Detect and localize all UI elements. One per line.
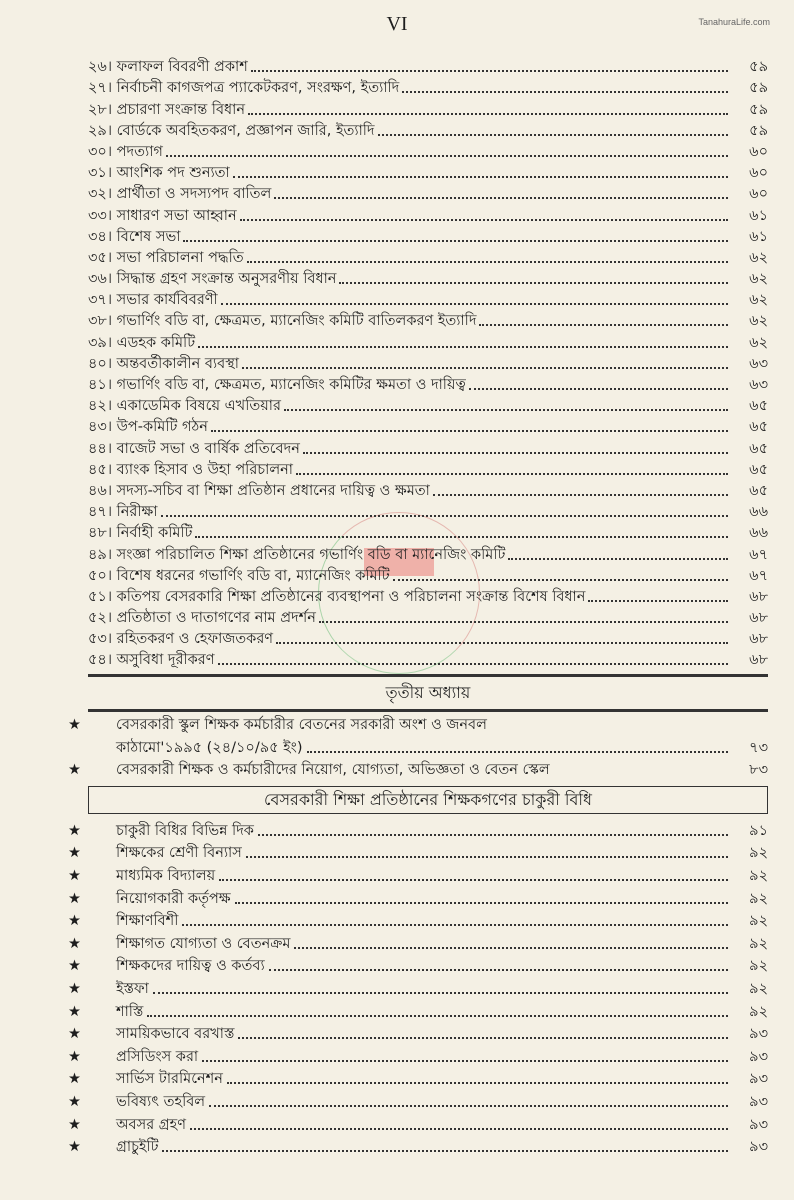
entry-label: ৫৪। অসুবিধা দূরীকরণ [88, 652, 215, 669]
dot-leader [190, 1128, 728, 1130]
service-rule-item [68, 976, 768, 999]
toc-entry [68, 459, 768, 480]
entry-label: ৩১। আংশিক পদ শুন্যতা [88, 165, 230, 182]
dot-leader [251, 70, 728, 72]
dot-leader [269, 969, 728, 971]
toc-entry [68, 141, 768, 162]
watermark-text: TanahuraLife.com [698, 17, 770, 27]
item-page: ৯২ [749, 845, 768, 862]
entry-label: ৫১। কতিপয় বেসরকারি শিক্ষা প্রতিষ্ঠানের ব্যবস্থাপনা ও পরিচালনা সংক্রান্ত বিশেষ বিধান [88, 588, 586, 605]
item-page: ৯৩ [749, 1071, 768, 1088]
chapter-title: তৃতীয় অধ্যায় [385, 683, 471, 703]
dot-leader [240, 219, 728, 221]
dot-leader [166, 155, 728, 157]
item-label: নিয়োগকারী কর্তৃপক্ষ [116, 890, 231, 907]
toc-entry [68, 247, 768, 268]
dot-leader [209, 1105, 728, 1107]
dot-leader [296, 473, 728, 475]
dot-leader [211, 430, 728, 432]
entry-label: ৩৩। সাধারণ সভা আহ্বান [88, 207, 237, 224]
toc-entry [68, 395, 768, 416]
star-icon: ★ [68, 1071, 81, 1088]
item-page: ৭৩ [749, 739, 768, 756]
item-label: ইস্তফা [116, 980, 149, 997]
entry-label: ২৬। ফলাফল বিবরণী প্রকাশ [88, 59, 248, 76]
entry-page: ৬২ [749, 292, 768, 309]
entry-label: ৪৬। সদস্য-সচিব বা শিক্ষা প্রতিষ্ঠান প্রধানের দায়িত্ব ও ক্ষমতা [88, 482, 430, 499]
dot-leader [233, 176, 728, 178]
toc-entry [68, 607, 768, 628]
service-rule-item [68, 1022, 768, 1045]
service-rule-item [68, 818, 768, 841]
toc-entry [68, 77, 768, 98]
service-rule-item [68, 954, 768, 977]
star-icon: ★ [68, 868, 81, 884]
entry-label: ৪৭। নিরীক্ষা [88, 504, 158, 521]
toc-entry [68, 162, 768, 183]
dot-leader [147, 1015, 728, 1017]
entry-label: ৪৪। বাজেট সভা ও বার্ষিক প্রতিবেদন [88, 440, 300, 457]
item-label: শিক্ষকের শ্রেণী বিন্যাস [116, 845, 242, 862]
entry-label: ৪১। গভার্ণিং বডি বা, ক্ষেত্রমত, ম্যানেজিং কমিটির ক্ষমতা ও দায়িত্ব [88, 377, 466, 393]
entry-page: ৬৫ [749, 419, 768, 436]
toc-entry [68, 565, 768, 586]
toc-entry [68, 353, 768, 374]
dot-leader [248, 113, 728, 115]
entry-page: ৬২ [749, 249, 768, 266]
dot-leader [303, 452, 728, 454]
service-rule-item [68, 863, 768, 886]
star-icon: ★ [68, 822, 81, 839]
item-label: শিক্ষাণবিশী [116, 913, 179, 930]
dot-leader [378, 134, 728, 136]
entry-page: ৬৮ [749, 652, 768, 669]
service-rule-item [68, 1112, 768, 1135]
toc-entry [68, 226, 768, 247]
entry-page: ৬৫ [749, 461, 768, 478]
entry-page: ৬১ [749, 228, 768, 245]
entry-page: ৬৫ [749, 398, 768, 415]
page-number: VI [386, 13, 408, 35]
entry-label: ৪৮। নির্বাহী কমিটি [88, 525, 193, 542]
entry-page: ৬৬ [749, 504, 768, 521]
entry-page: ৬২ [749, 334, 768, 351]
chapter-item [68, 758, 768, 781]
entry-label: ৩৪। বিশেষ সভা [88, 228, 181, 245]
entry-page: ৬০ [749, 143, 768, 160]
entry-page: ৬১ [749, 207, 768, 224]
star-icon: ★ [68, 1003, 81, 1020]
dot-leader [508, 558, 728, 560]
dot-leader [588, 600, 728, 602]
dot-leader [235, 902, 728, 904]
entry-page: ৬৫ [749, 440, 768, 457]
entry-page: ৬০ [749, 165, 768, 182]
item-label: শাস্তি [116, 1003, 144, 1020]
item-label: কাঠামো'১৯৯৫ (২৪/১০/৯৫ ইং) [116, 739, 303, 756]
entry-label: ৫২। প্রতিষ্ঠাতা ও দাতাগণের নাম প্রদর্শন [88, 610, 316, 627]
item-page: ৯২ [749, 890, 768, 907]
toc-entry [68, 204, 768, 225]
service-rule-item [68, 1089, 768, 1112]
item-label: সাময়িকভাবে বরখাস্ত [116, 1026, 235, 1043]
dot-leader [219, 879, 728, 881]
star-icon: ★ [68, 1139, 81, 1156]
entry-label: ৩৬। সিদ্ধান্ত গ্রহণ সংক্রান্ত অনুসরণীয় বিধান [88, 271, 337, 288]
toc-entry [68, 374, 768, 395]
entry-page: ৫৯ [749, 80, 768, 97]
dot-leader [182, 924, 728, 926]
item-label: চাকুরী বিধির বিভিন্ন দিক [116, 822, 254, 839]
entry-label: ৪০। অন্তবর্তীকালীন ব্যবস্থা [88, 355, 239, 372]
dot-leader [469, 388, 728, 390]
entry-page: ৬৮ [749, 631, 768, 648]
entry-page: ৫৯ [749, 59, 768, 76]
dot-leader [198, 346, 728, 348]
service-rule-item [68, 1067, 768, 1090]
entry-label: ৩৮। গভার্ণিং বডি বা, ক্ষেত্রমত, ম্যানেজিং কমিটি বাতিলকরণ ইত্যাদি [88, 313, 477, 330]
dot-leader [294, 947, 728, 949]
dot-leader [307, 751, 728, 753]
item-label: মাধ্যমিক বিদ্যালয় [116, 868, 216, 884]
toc-entry [68, 289, 768, 310]
item-label: প্রসিডিংস করা [116, 1048, 199, 1065]
toc-entry [68, 98, 768, 119]
entry-label: ৪৯। সংজ্ঞা পরিচালিত শিক্ষা প্রতিষ্ঠানের গভার্ণিং বডি বা ম্যানেজিং কমিটি [88, 546, 506, 563]
chapter-item [68, 712, 768, 735]
item-page: ৯৩ [749, 1093, 768, 1110]
service-rule-item [68, 1044, 768, 1067]
dot-leader [284, 409, 728, 411]
toc-entry [68, 183, 768, 204]
service-rule-item [68, 841, 768, 864]
entry-label: ৩২। প্রার্থীতা ও সদস্যপদ বাতিল [88, 186, 272, 203]
toc-entry [68, 480, 768, 501]
toc-entry [68, 268, 768, 289]
star-icon: ★ [68, 717, 81, 734]
item-label: ভবিষ্যৎ তহবিল [116, 1093, 206, 1110]
toc-entry [68, 416, 768, 437]
entry-label: ২৭। নির্বাচনী কাগজপত্র প্যাকেটকরণ, সংরক্ষণ, ইত্যাদি [88, 80, 400, 97]
item-page: ৯২ [749, 958, 768, 975]
dot-leader [247, 261, 728, 263]
item-label: অবসর গ্রহণ [116, 1116, 187, 1133]
star-icon: ★ [68, 1048, 81, 1065]
dot-leader [242, 367, 728, 369]
item-label: শিক্ষাগত যোগ্যতা ও বেতনক্রম [116, 935, 291, 952]
entry-label: ২৯। বোর্ডকে অবহিতকরণ, প্রজ্ঞাপন জারি, ইত্যাদি [88, 122, 375, 139]
item-page: ৯২ [749, 935, 768, 952]
toc-entry [68, 56, 768, 77]
dot-leader [402, 91, 728, 93]
entry-label: ৩৯। এডহক কমিটি [88, 334, 196, 351]
service-rule-item [68, 1135, 768, 1158]
star-icon: ★ [68, 913, 81, 930]
dot-leader [162, 1150, 728, 1152]
entry-page: ৬২ [749, 271, 768, 288]
dot-leader [479, 324, 728, 326]
star-icon: ★ [68, 1026, 81, 1043]
entry-page: ৫৯ [749, 101, 768, 118]
star-icon: ★ [68, 1116, 81, 1133]
dot-leader [258, 834, 728, 836]
item-page: ৯৩ [749, 1139, 768, 1156]
star-icon: ★ [68, 980, 81, 997]
entry-page: ৫৯ [749, 122, 768, 139]
entry-label: ৩৫। সভা পরিচালনা পদ্ধতি [88, 249, 244, 266]
toc-entry [68, 501, 768, 522]
item-page: ৯২ [749, 1003, 768, 1020]
dot-leader [183, 240, 728, 242]
dot-leader [339, 282, 728, 284]
service-rules-list [68, 818, 768, 1157]
dot-leader [221, 303, 728, 305]
entry-label: ৪২। একাডেমিক বিষয়ে এখতিয়ার [88, 398, 281, 415]
toc-entry [68, 310, 768, 331]
page-content [68, 56, 768, 1157]
dot-leader [227, 1082, 728, 1084]
item-page: ৯৩ [749, 1026, 768, 1043]
star-icon: ★ [68, 762, 81, 779]
item-label: বেসরকারী শিক্ষক ও কর্মচারীদের নিয়োগ, যোগ্যতা, অভিজ্ঞতা ও বেতন স্কেল [116, 762, 550, 779]
dot-leader [218, 663, 728, 665]
dot-leader [153, 992, 728, 994]
toc-entry [68, 522, 768, 543]
dot-leader [319, 621, 728, 623]
star-icon: ★ [68, 935, 81, 952]
item-page: ৯২ [749, 913, 768, 930]
dot-leader [433, 494, 728, 496]
star-icon: ★ [68, 958, 81, 975]
dot-leader [202, 1060, 728, 1062]
entry-page: ৬২ [749, 313, 768, 330]
item-page: ৯২ [749, 868, 768, 884]
entry-label: ৩৭। সভার কার্যবিবরণী [88, 292, 218, 309]
toc-entry [68, 543, 768, 564]
entry-label: ৪৫। ব্যাংক হিসাব ও উহা পরিচালনা [88, 461, 293, 478]
toc-entry [68, 628, 768, 649]
entry-page: ৬৮ [749, 610, 768, 627]
item-label: শিক্ষকদের দায়িত্ব ও কর্তব্য [116, 958, 265, 975]
service-rule-item [68, 886, 768, 909]
boxed-heading: বেসরকারী শিক্ষা প্রতিষ্ঠানের শিক্ষকগণের চাকুরী বিধি [88, 786, 768, 814]
toc-entry [68, 331, 768, 352]
chapter-item-cont [68, 735, 768, 758]
star-icon: ★ [68, 845, 81, 862]
entry-page: ৬৩ [749, 355, 768, 372]
item-label: সার্ভিস টারমিনেশন [116, 1071, 223, 1088]
dot-leader [238, 1037, 728, 1039]
star-icon: ★ [68, 890, 81, 907]
item-page: ৯২ [749, 980, 768, 997]
dot-leader [393, 579, 728, 581]
entry-page: ৬৭ [749, 546, 768, 563]
star-icon: ★ [68, 1093, 81, 1110]
service-rule-item [68, 999, 768, 1022]
entry-label: ৫৩। রহিতকরণ ও হেফাজতকরণ [88, 631, 274, 648]
dot-leader [276, 642, 728, 644]
entry-page: ৬৫ [749, 482, 768, 499]
item-page: ৯১ [749, 822, 768, 839]
item-page: ৮৩ [749, 762, 768, 779]
service-rule-item [68, 909, 768, 932]
toc-entry [68, 437, 768, 458]
item-page: ৯৩ [749, 1116, 768, 1133]
dot-leader [195, 536, 728, 538]
dot-leader [161, 515, 728, 517]
toc-entry [68, 586, 768, 607]
item-label: বেসরকারী স্কুল শিক্ষক কর্মচারীর বেতনের সরকারী অংশ ও জনবল [116, 717, 487, 734]
toc-list [68, 56, 768, 670]
entry-label: ৩০। পদত্যাগ [88, 143, 163, 160]
entry-label: ৪৩। উপ-কমিটি গঠন [88, 419, 208, 436]
service-rule-item [68, 931, 768, 954]
entry-page: ৬৮ [749, 588, 768, 605]
item-label: গ্রাচুইটি [116, 1139, 159, 1156]
toc-entry [68, 120, 768, 141]
entry-page: ৬৩ [749, 377, 768, 393]
entry-label: ২৮। প্রচারণা সংক্রান্ত বিধান [88, 101, 245, 118]
toc-entry [68, 649, 768, 670]
dot-leader [246, 856, 728, 858]
item-page: ৯৩ [749, 1048, 768, 1065]
entry-page: ৬৭ [749, 567, 768, 584]
entry-page: ৬৬ [749, 525, 768, 542]
dot-leader [274, 197, 728, 199]
entry-page: ৬০ [749, 186, 768, 203]
entry-label: ৫০। বিশেষ ধরনের গভার্ণিং বডি বা, ম্যানেজিং কমিটি [88, 567, 390, 584]
